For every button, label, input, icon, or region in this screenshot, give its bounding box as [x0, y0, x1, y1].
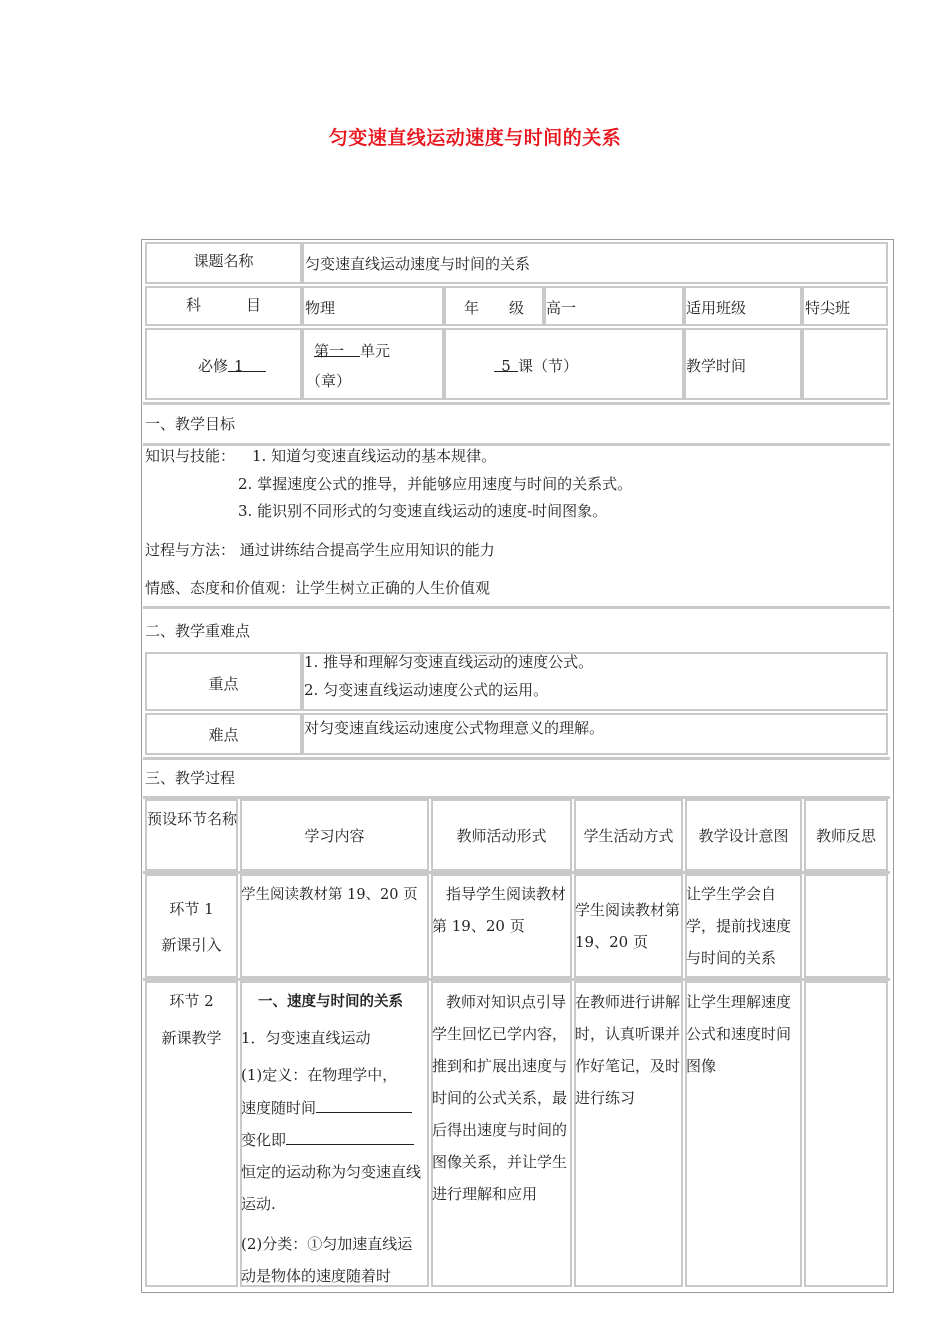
required-field	[198, 355, 266, 377]
focus-label: 重点	[208, 675, 239, 693]
row1-stage-cell	[145, 874, 238, 978]
course-value: 匀变速直线运动速度与时间的关系	[305, 255, 531, 273]
row2-content-2b: 速度随时间	[241, 1099, 317, 1117]
key-points-heading: 二、教学重难点	[145, 622, 251, 640]
row1-student: 学生阅读教材第 19、20 页	[575, 901, 681, 951]
row2-content-1: 1．匀变速直线运动	[241, 1029, 371, 1047]
subject-label: 科 目	[185, 296, 261, 314]
difficulty-label: 难点	[208, 726, 239, 744]
goal-item-1: 1. 知道匀变速直线运动的基本规律。	[252, 447, 497, 465]
row2-content-2c: 变化即	[241, 1131, 287, 1149]
col-header-reflection-text: 教师反思	[815, 827, 876, 845]
focus-item-1: 1. 推导和理解匀变速直线运动的速度公式。	[304, 653, 594, 671]
row2-content-2c-line	[241, 1128, 414, 1151]
process-heading: 三、教学过程	[145, 769, 236, 787]
row2-reflection-cell	[804, 981, 888, 1287]
goal-item-3: 3. 能识别不同形式的匀变速直线运动的速度-时间图象。	[238, 502, 608, 520]
separator-3	[143, 606, 890, 609]
process-method: 过程与方法： 通过讲练结合提高学生应用知识的能力	[145, 541, 495, 559]
separator-1	[143, 402, 890, 405]
col-header-content-text: 学习内容	[304, 827, 365, 845]
grade-label: 年 级	[463, 299, 524, 317]
time-label: 教学时间	[686, 357, 747, 375]
col-header-student-text: 学生活动方式	[583, 827, 674, 845]
row2-teacher: 教师对知识点引导学生回忆已学内容，推到和扩展出速度与时间的公式关系，最后得出速度与时间的图像关系，并让学生进行理解和应用	[432, 993, 568, 1203]
row2-intent: 让学生理解速度公式和速度时间图像	[686, 993, 792, 1075]
class-value: 特尖班	[805, 299, 851, 317]
difficulty-text: 对匀变速直线运动速度公式物理意义的理解。	[304, 719, 605, 737]
row1-stage: 环节 1	[169, 900, 214, 918]
unit-number: 第一	[314, 340, 360, 357]
col-header-teacher-text: 教师活动形式	[456, 827, 547, 845]
unit-suffix: 单元	[360, 342, 391, 360]
unit-chapter: （章）	[306, 372, 352, 390]
row2-stage: 环节 2	[169, 992, 214, 1010]
lesson-number: 5	[494, 355, 518, 372]
required-prefix: 必修	[198, 357, 229, 375]
subject-value: 物理	[305, 299, 336, 317]
document-title: 匀变速直线运动速度与时间的关系	[328, 127, 622, 149]
row1-reflection-cell	[804, 874, 888, 978]
separator-4	[143, 757, 890, 760]
row1-intent: 让学生学会自学，提前找速度与时间的关系	[686, 885, 792, 967]
course-label: 课题名称	[193, 252, 254, 270]
row2-content-heading: 一、速度与时间的关系	[258, 994, 403, 1010]
blank-line-2	[286, 1128, 414, 1145]
row2-content-2d: 恒定的运动称为匀变速直线运动.	[241, 1163, 422, 1213]
required-number: 1	[228, 355, 266, 372]
row1-content: 学生阅读教材第 19、20 页	[241, 887, 418, 903]
knowledge-label: 知识与技能：	[145, 447, 236, 465]
col-header-stage-text: 预设环节名称	[147, 810, 238, 828]
lesson-suffix: 课（节）	[518, 357, 579, 375]
row1-stage-name: 新课引入	[161, 936, 222, 954]
row2-content-3: (2)分类：①匀加速直线运动是物体的速度随着时	[241, 1235, 413, 1285]
lesson-field	[494, 355, 578, 377]
blank-line-1	[316, 1096, 412, 1113]
focus-item-2: 2. 匀变速直线运动速度公式的运用。	[304, 681, 549, 699]
row2-content-2a: (1)定义：在物理学中，	[241, 1066, 398, 1084]
time-value-cell	[802, 328, 888, 400]
goals-heading: 一、教学目标	[145, 415, 236, 433]
unit-field	[314, 340, 390, 362]
row1-teacher: 指导学生阅读教材第 19、20 页	[432, 885, 567, 935]
row2-student: 在教师进行讲解时，认真听课并作好笔记，及时进行练习	[575, 993, 681, 1107]
row2-stage-name: 新课教学	[161, 1029, 222, 1047]
col-header-intent-text: 教学设计意图	[698, 827, 789, 845]
goal-item-2: 2. 掌握速度公式的推导，并能够应用速度与时间的关系式。	[238, 475, 633, 493]
class-label: 适用班级	[686, 299, 747, 317]
grade-value: 高一	[546, 299, 577, 317]
row2-content-2b-line	[241, 1096, 412, 1119]
emotion-values: 情感、态度和价值观：让学生树立正确的人生价值观	[145, 579, 491, 597]
